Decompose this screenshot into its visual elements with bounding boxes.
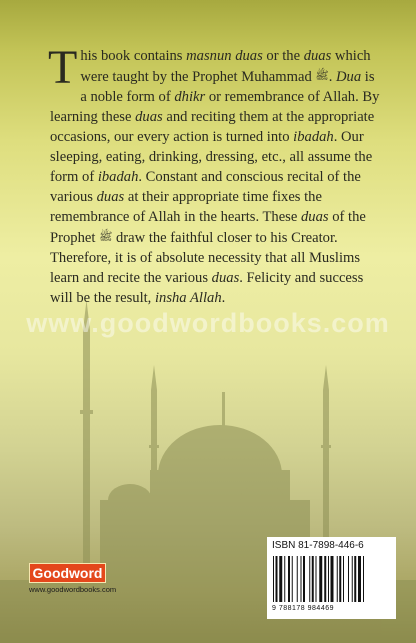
italic-term: duas <box>303 48 332 64</box>
honorific-symbol: ﷺ <box>99 231 113 243</box>
italic-term: ibadah <box>97 169 139 185</box>
text-run: or the <box>262 48 304 64</box>
publisher-website: www.goodwordbooks.com <box>29 585 117 594</box>
publisher-logo: Goodword <box>29 563 106 583</box>
text-run: . Felicity and success will be the result, <box>50 270 364 306</box>
barcode-digits: 9 788178 984469 <box>272 605 334 612</box>
text-run: his book contains <box>80 48 187 64</box>
italic-term: duas <box>300 209 329 225</box>
barcode-icon <box>272 556 391 602</box>
italic-term: ibadah <box>293 129 334 145</box>
drop-cap: T <box>48 41 78 94</box>
watermark-text: www.goodwordbooks.com <box>26 308 390 338</box>
text-run: of the Prophet <box>50 209 366 246</box>
italic-term: insha Allah <box>154 290 222 306</box>
isbn-barcode-block <box>267 537 396 619</box>
italic-term: Dua <box>336 69 362 85</box>
italic-term: masnun duas <box>186 48 263 64</box>
text-run: . <box>328 69 336 85</box>
text-run: . Constant and conscious recital of the various <box>50 169 361 205</box>
text-run: . Our sleeping, eating, drinking, dressing, etc., all assume the form of <box>50 129 373 185</box>
italic-term: duas <box>135 109 163 125</box>
italic-term: duas <box>211 270 240 286</box>
isbn-label: ISBN 81-7898-446-6 <box>272 540 364 551</box>
text-run: and reciting them at the appropriate occasions, our every action is turned into <box>50 109 375 145</box>
text-run: at their appropriate time fixes the remembrance of Allah in the hearts. These <box>50 189 322 225</box>
text-run: which were taught by the Prophet Muhammad <box>80 48 371 85</box>
text-run: draw the faithful closer to his Creator. Therefore, it is of absolute necessity that all Muslims learn and recite the various <box>50 230 361 286</box>
text-run: or remembrance of Allah. By learning these <box>50 89 380 125</box>
italic-term: duas <box>96 189 125 205</box>
text-run: . <box>221 290 226 306</box>
blurb-text <box>48 41 380 306</box>
text-run: is a noble form of <box>80 69 375 105</box>
blurb-paragraph <box>48 41 380 308</box>
italic-term: dhikr <box>174 89 206 105</box>
honorific-symbol: ﷺ <box>315 70 329 82</box>
